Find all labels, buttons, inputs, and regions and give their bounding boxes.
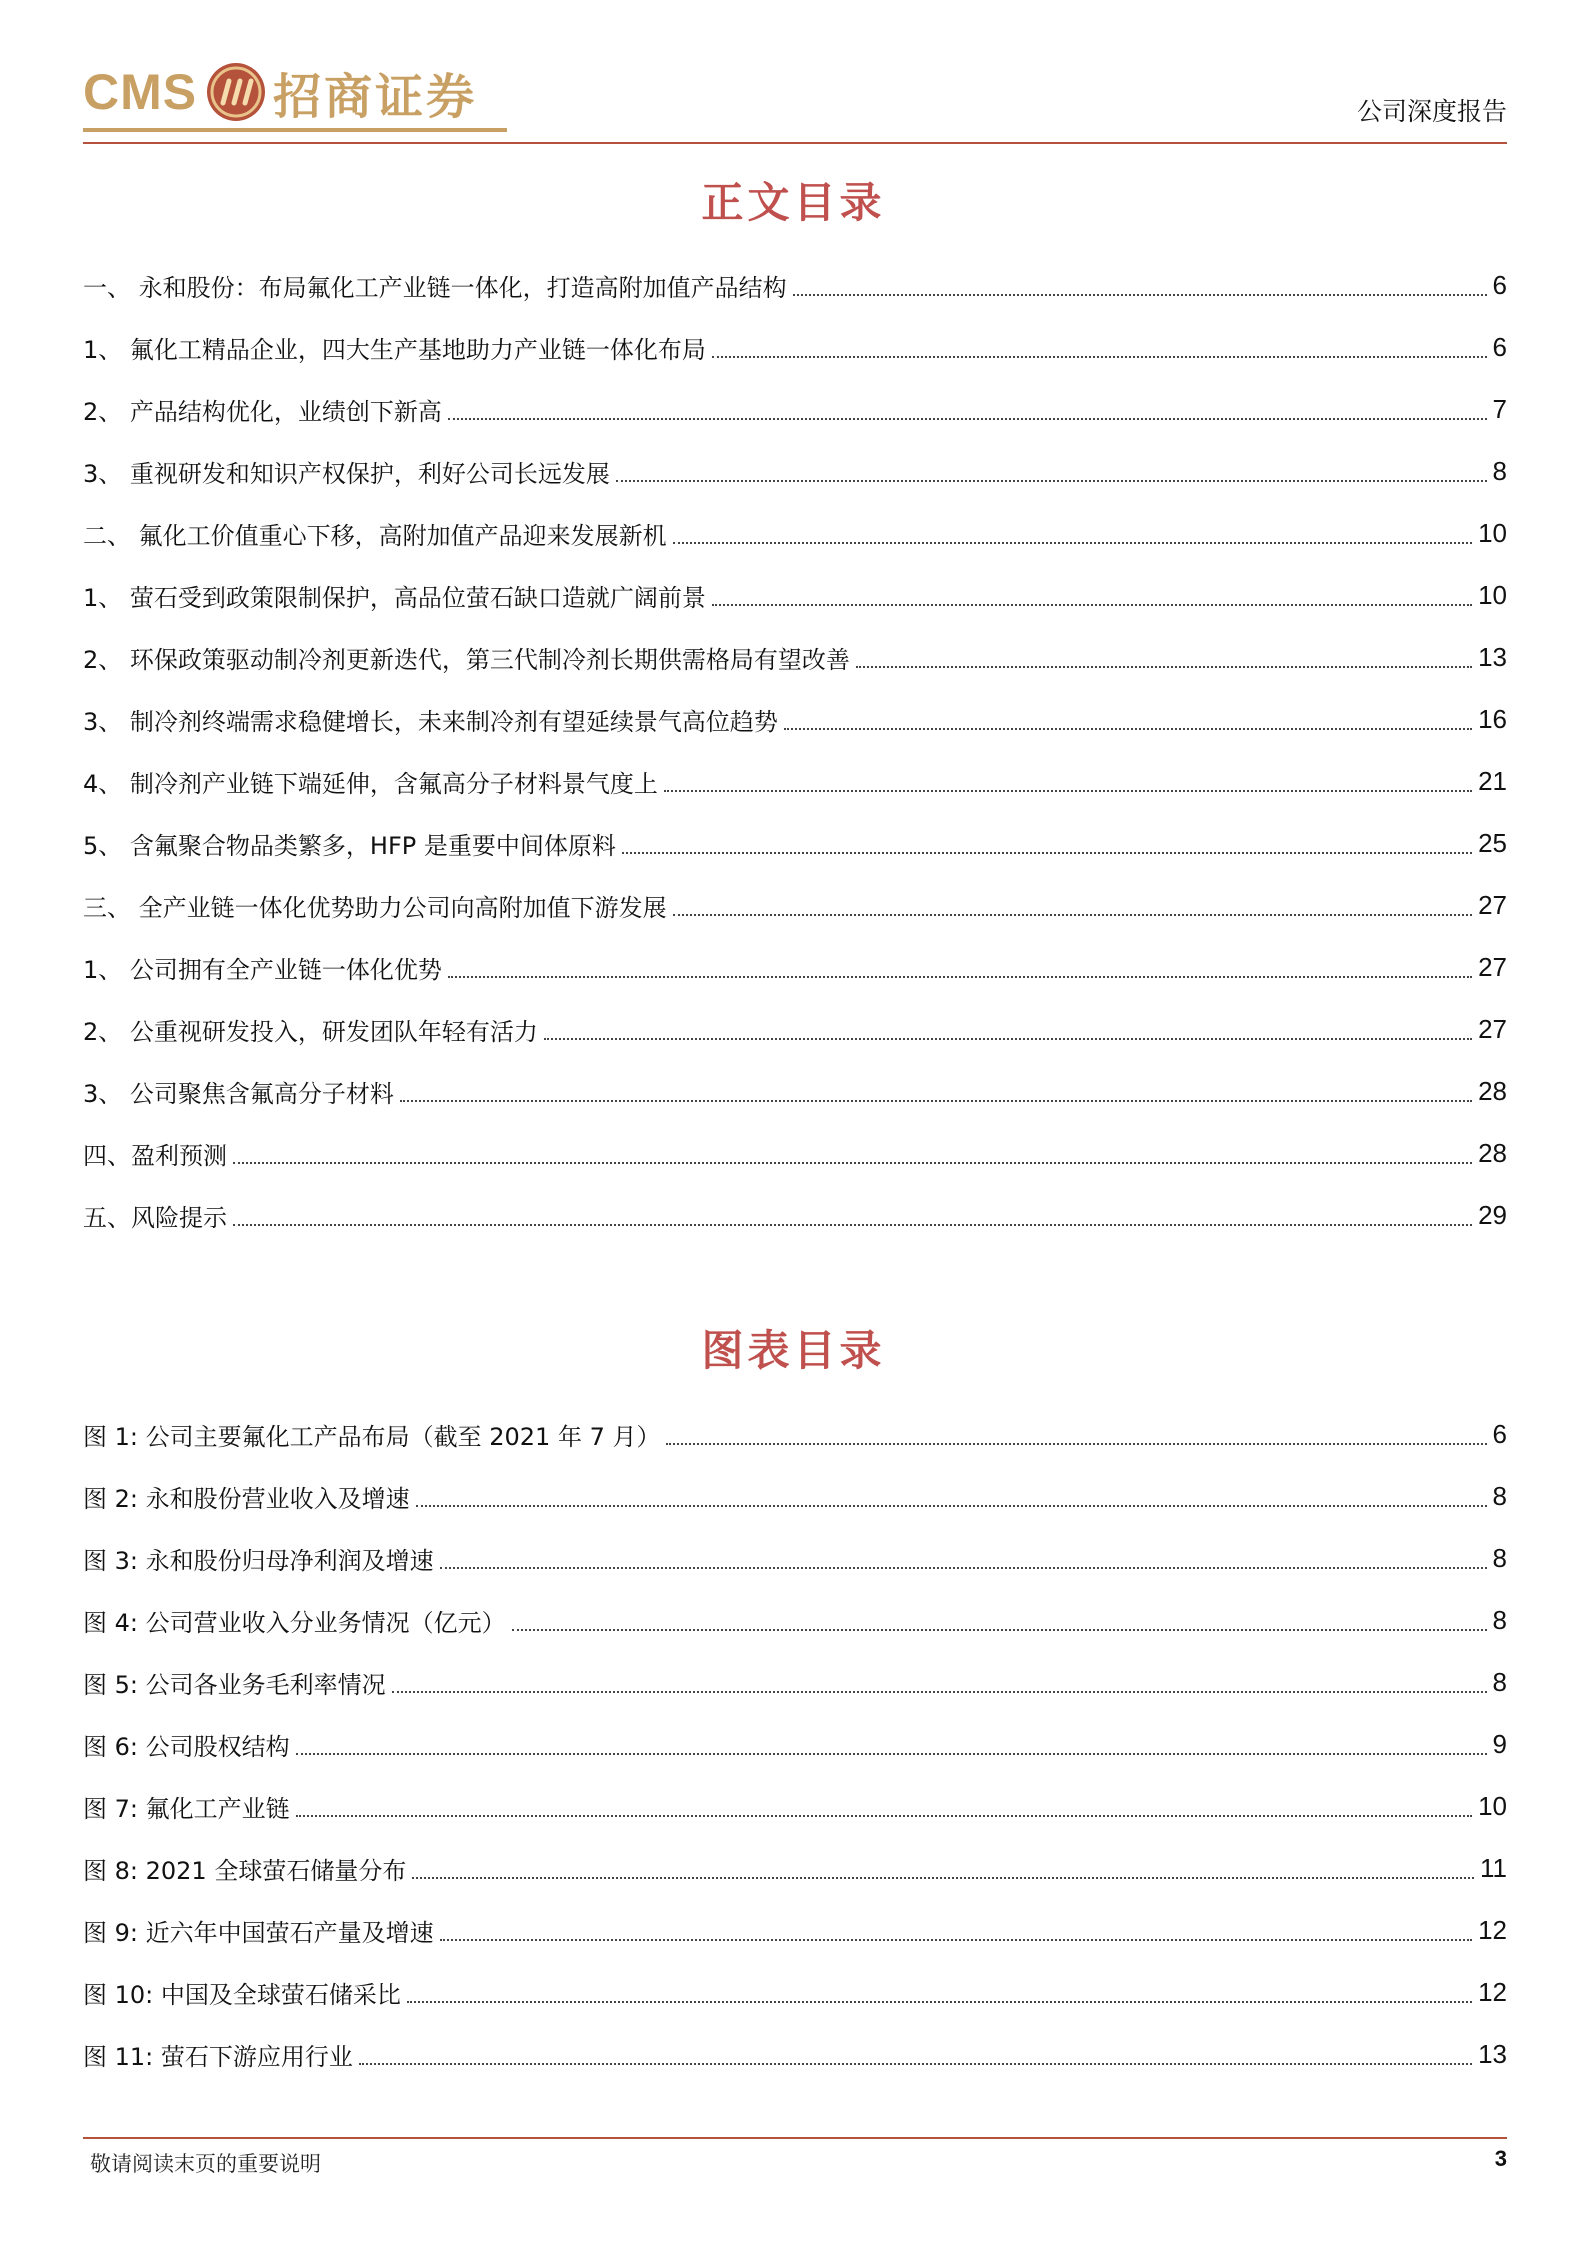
toc-entry-label[interactable]: 图 10: 中国及全球萤石储采比: [83, 1980, 401, 2009]
toc-entry-label[interactable]: 图 5: 公司各业务毛利率情况: [83, 1670, 386, 1699]
toc-leader-dots: [616, 480, 1487, 482]
toc-entry-label[interactable]: 1、 公司拥有全产业链一体化优势: [83, 955, 442, 984]
toc-entry-page[interactable]: 29: [1478, 1199, 1507, 1230]
toc-leader-dots: [412, 1877, 1474, 1879]
toc-entry[interactable]: [83, 1184, 1507, 1246]
toc-entry-page[interactable]: 8: [1492, 1604, 1507, 1635]
toc-entry-page[interactable]: 12: [1478, 1976, 1507, 2007]
toc-entry-page[interactable]: 13: [1478, 2038, 1507, 2069]
toc-leader-dots: [448, 418, 1487, 420]
toc-entry-label[interactable]: 一、 永和股份：布局氟化工产业链一体化，打造高附加值产品结构: [83, 273, 787, 302]
toc-entry-page[interactable]: 10: [1478, 1790, 1507, 1821]
toc-entry-label[interactable]: 图 1: 公司主要氟化工产品布局（截至 2021 年 7 月）: [83, 1422, 661, 1451]
toc-entry[interactable]: [83, 378, 1507, 440]
toc-leader-dots: [233, 1162, 1472, 1164]
toc-entry-label[interactable]: 3、 重视研发和知识产权保护，利好公司长远发展: [83, 459, 610, 488]
toc-entry-label[interactable]: 图 4: 公司营业收入分业务情况（亿元）: [83, 1608, 506, 1637]
toc-leader-dots: [622, 852, 1472, 854]
logo-chinese-text: 招商证券: [273, 68, 478, 125]
toc-leader-dots: [673, 542, 1472, 544]
toc-leader-dots: [400, 1100, 1472, 1102]
toc-entry-page[interactable]: 16: [1478, 703, 1507, 734]
toc-entry[interactable]: [83, 1837, 1507, 1899]
toc-leader-dots: [407, 2001, 1472, 2003]
toc-entry[interactable]: [83, 626, 1507, 688]
figure-toc-list: [83, 1403, 1507, 2085]
toc-leader-dots: [544, 1038, 1472, 1040]
toc-entry[interactable]: [83, 1899, 1507, 1961]
toc-entry-label[interactable]: 1、 氟化工精品企业，四大生产基地助力产业链一体化布局: [83, 335, 706, 364]
footer-disclaimer: 敬请阅读末页的重要说明: [90, 2152, 321, 2176]
toc-leader-dots: [793, 294, 1487, 296]
toc-entry[interactable]: [83, 1403, 1507, 1465]
toc-leader-dots: [673, 914, 1472, 916]
toc-entry[interactable]: [83, 502, 1507, 564]
toc-entry[interactable]: [83, 812, 1507, 874]
toc-entry-page[interactable]: 10: [1478, 517, 1507, 548]
toc-entry-page[interactable]: 6: [1492, 331, 1507, 362]
toc-entry-label[interactable]: 5、 含氟聚合物品类繁多，HFP 是重要中间体原料: [83, 831, 616, 860]
toc-entry-page[interactable]: 11: [1480, 1852, 1507, 1883]
page-header: [83, 58, 1507, 146]
toc-leader-dots: [784, 728, 1472, 730]
toc-entry[interactable]: [83, 936, 1507, 998]
toc-leader-dots: [512, 1629, 1487, 1631]
toc-entry-page[interactable]: 8: [1492, 455, 1507, 486]
toc-entry[interactable]: [83, 998, 1507, 1060]
toc-entry[interactable]: [83, 750, 1507, 812]
toc-entry-label[interactable]: 2、 产品结构优化，业绩创下新高: [83, 397, 442, 426]
logo-emblem-icon: [205, 61, 267, 123]
toc-entry-page[interactable]: 28: [1478, 1075, 1507, 1106]
toc-entry-page[interactable]: 10: [1478, 579, 1507, 610]
toc-leader-dots: [448, 976, 1472, 978]
toc-entry-label[interactable]: 3、 制冷剂终端需求稳健增长，未来制冷剂有望延续景气高位趋势: [83, 707, 778, 736]
toc-entry-page[interactable]: 27: [1478, 951, 1507, 982]
toc-entry-page[interactable]: 27: [1478, 1013, 1507, 1044]
toc-entry[interactable]: [83, 1122, 1507, 1184]
toc-entry-label[interactable]: 4、 制冷剂产业链下端延伸，含氟高分子材料景气度上: [83, 769, 658, 798]
toc-entry-page[interactable]: 25: [1478, 827, 1507, 858]
toc-entry-label[interactable]: 图 8: 2021 全球萤石储量分布: [83, 1856, 407, 1885]
company-logo: [83, 58, 477, 126]
toc-entry[interactable]: [83, 1060, 1507, 1122]
toc-entry-page[interactable]: 28: [1478, 1137, 1507, 1168]
toc-leader-dots: [712, 604, 1472, 606]
toc-entry-page[interactable]: 7: [1492, 393, 1507, 424]
toc-entry[interactable]: [83, 1961, 1507, 2023]
toc-entry[interactable]: [83, 1713, 1507, 1775]
figure-toc-title: 图表目录: [701, 1326, 886, 1375]
toc-entry-label[interactable]: 图 6: 公司股权结构: [83, 1732, 290, 1761]
toc-entry-page[interactable]: 21: [1478, 765, 1507, 796]
toc-entry-page[interactable]: 8: [1492, 1666, 1507, 1697]
toc-leader-dots: [440, 1567, 1487, 1569]
toc-entry[interactable]: [83, 1775, 1507, 1837]
toc-leader-dots: [856, 666, 1472, 668]
logo-underline: [83, 128, 507, 132]
header-divider: [83, 142, 1507, 144]
toc-entry[interactable]: [83, 440, 1507, 502]
toc-entry-label[interactable]: 图 2: 永和股份营业收入及增速: [83, 1484, 410, 1513]
toc-entry[interactable]: [83, 316, 1507, 378]
toc-leader-dots: [664, 790, 1472, 792]
toc-entry-label[interactable]: 图 9: 近六年中国萤石产量及增速: [83, 1918, 434, 1947]
toc-entry-label[interactable]: 2、 公重视研发投入，研发团队年轻有活力: [83, 1017, 538, 1046]
toc-entry[interactable]: [83, 1527, 1507, 1589]
toc-entry[interactable]: [83, 1589, 1507, 1651]
report-type-label: 公司深度报告: [1356, 97, 1507, 126]
toc-leader-dots: [666, 1443, 1486, 1445]
toc-entry-label[interactable]: 图 11: 萤石下游应用行业: [83, 2042, 353, 2071]
toc-entry-page[interactable]: 6: [1492, 1418, 1507, 1449]
toc-entry[interactable]: [83, 1465, 1507, 1527]
toc-leader-dots: [296, 1753, 1487, 1755]
toc-entry-page[interactable]: 12: [1478, 1914, 1507, 1945]
toc-leader-dots: [296, 1815, 1472, 1817]
footer-divider: [83, 2137, 1507, 2139]
toc-leader-dots: [416, 1505, 1487, 1507]
toc-entry-page[interactable]: 8: [1492, 1542, 1507, 1573]
toc-entry-page[interactable]: 9: [1492, 1728, 1507, 1759]
toc-leader-dots: [712, 356, 1487, 358]
toc-entry-page[interactable]: 8: [1492, 1480, 1507, 1511]
toc-entry[interactable]: [83, 254, 1507, 316]
toc-entry[interactable]: [83, 2023, 1507, 2085]
toc-leader-dots: [392, 1691, 1487, 1693]
toc-leader-dots: [233, 1224, 1472, 1226]
toc-entry-label[interactable]: 2、 环保政策驱动制冷剂更新迭代，第三代制冷剂长期供需格局有望改善: [83, 645, 850, 674]
toc-entry-page[interactable]: 6: [1492, 269, 1507, 300]
toc-leader-dots: [359, 2063, 1472, 2065]
toc-entry-label[interactable]: 1、 萤石受到政策限制保护，高品位萤石缺口造就广阔前景: [83, 583, 706, 612]
toc-entry-label[interactable]: 图 7: 氟化工产业链: [83, 1794, 290, 1823]
toc-entry[interactable]: [83, 688, 1507, 750]
toc-entry-label[interactable]: 五、风险提示: [83, 1203, 227, 1232]
page-number: 3: [1494, 2146, 1507, 2171]
toc-leader-dots: [440, 1939, 1472, 1941]
toc-entry[interactable]: [83, 1651, 1507, 1713]
toc-entry[interactable]: [83, 564, 1507, 626]
toc-entry-label[interactable]: 二、 氟化工价值重心下移，高附加值产品迎来发展新机: [83, 521, 667, 550]
toc-entry-page[interactable]: 27: [1478, 889, 1507, 920]
text-toc-list: [83, 254, 1507, 1246]
toc-entry-page[interactable]: 13: [1478, 641, 1507, 672]
logo-cms-text: CMS: [83, 64, 198, 120]
toc-entry[interactable]: [83, 874, 1507, 936]
toc-entry-label[interactable]: 三、 全产业链一体化优势助力公司向高附加值下游发展: [83, 893, 667, 922]
toc-entry-label[interactable]: 图 3: 永和股份归母净利润及增速: [83, 1546, 434, 1575]
toc-entry-label[interactable]: 四、盈利预测: [83, 1141, 227, 1170]
text-toc-title: 正文目录: [701, 178, 886, 227]
toc-entry-label[interactable]: 3、 公司聚焦含氟高分子材料: [83, 1079, 394, 1108]
